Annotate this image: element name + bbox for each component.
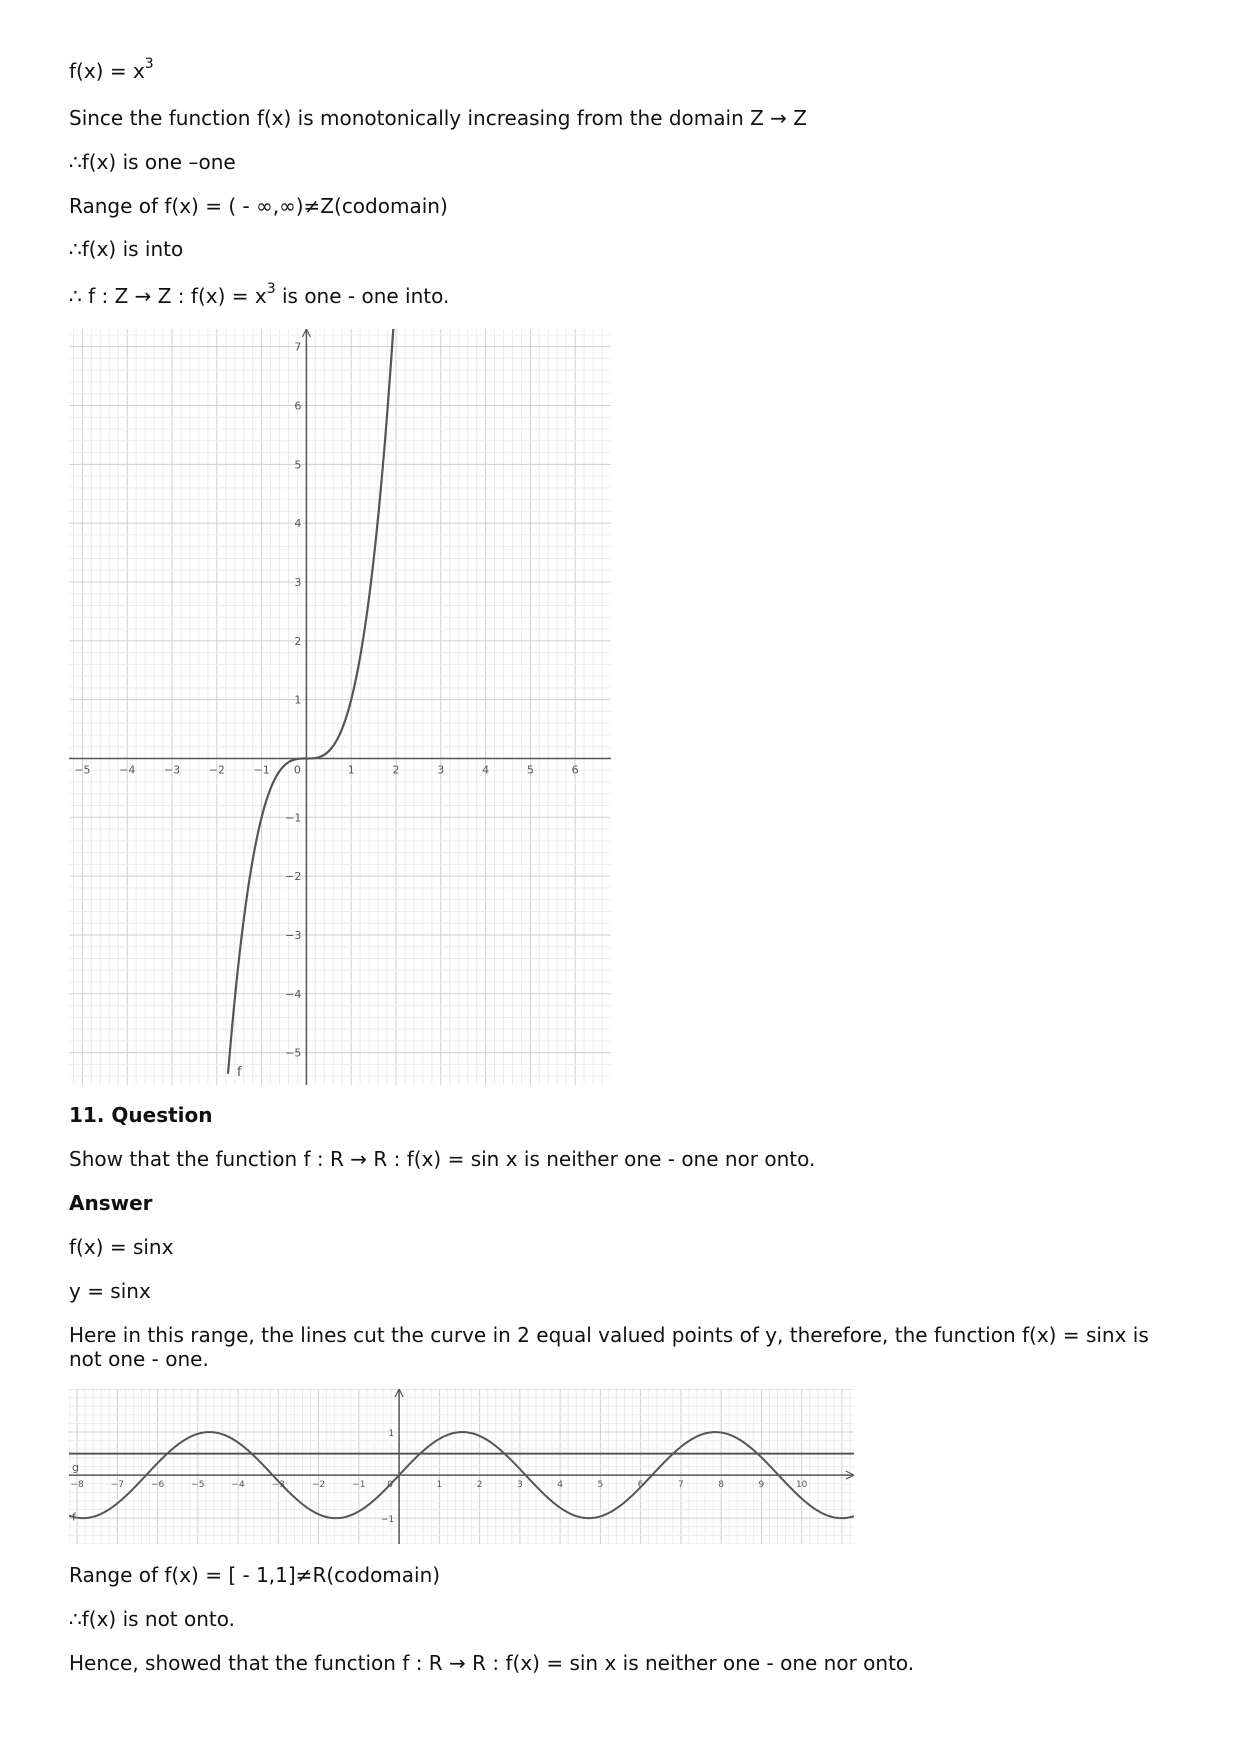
hence-statement: Hence, showed that the function f : R → R : f(x) = sin x is neither one - one nor onto. (69, 1651, 915, 1675)
cubic-graph (69, 329, 611, 1085)
x-tick-label: 10 (795, 1480, 808, 1491)
question-text: Show that the function f : R → R : f(x) = sin x is neither one - one nor onto. (69, 1147, 816, 1171)
into-statement: ∴f(x) is into (69, 237, 184, 261)
x-tick-label: 4 (557, 1480, 563, 1491)
x-tick-label: 0 (387, 1480, 393, 1491)
x-tick-label: −4 (231, 1480, 245, 1491)
x-tick-label: −1 (253, 763, 270, 777)
sin-y: y = sinx (69, 1279, 151, 1303)
series-label-f: f (72, 1510, 76, 1524)
x-tick-label: −4 (119, 763, 136, 777)
range-statement: Range of f(x) = ( - ∞,∞)≠Z(codomain) (69, 194, 448, 218)
series-label-g: g (72, 1460, 79, 1474)
y-tick-label: −2 (285, 870, 302, 884)
x-tick-label: −3 (271, 1480, 285, 1491)
y-tick-label: −4 (285, 987, 302, 1001)
y-tick-label: 5 (294, 458, 302, 472)
x-tick-label: 3 (437, 763, 445, 777)
answer-label: Answer (69, 1191, 153, 1215)
y-tick-label: 1 (294, 693, 302, 707)
explanation-text: Here in this range, the lines cut the curve in 2 equal valued points of y, therefore, the function f(x) = sinx is not one - one. (69, 1323, 1149, 1371)
x-tick-label: −6 (150, 1480, 165, 1491)
y-tick-label: 7 (294, 340, 302, 354)
not-onto-statement: ∴f(x) is not onto. (69, 1607, 236, 1631)
x-tick-label: 8 (718, 1480, 725, 1491)
sine-graph (69, 1389, 854, 1544)
x-tick-label: 7 (678, 1480, 684, 1491)
y-tick-label: 3 (294, 575, 302, 589)
x-tick-label: 5 (597, 1480, 604, 1491)
question-heading: 11. Question (69, 1103, 213, 1127)
x-tick-label: 2 (392, 763, 400, 777)
x-tick-label: 6 (571, 763, 579, 777)
conclusion-statement: ∴ f : Z → Z : $f(x) = x^3$ is one - one into. (69, 281, 450, 308)
y-tick-label: −1 (380, 1515, 395, 1526)
y-tick-label: 4 (294, 517, 302, 531)
fx-definition: $f(x) = x^3$ (69, 56, 154, 83)
x-tick-label: 6 (637, 1480, 644, 1491)
x-tick-label: −8 (70, 1480, 84, 1491)
x-tick-label: 1 (436, 1480, 443, 1491)
x-tick-label: 4 (482, 763, 490, 777)
x-tick-label: 1 (347, 763, 355, 777)
x-tick-label: −7 (110, 1480, 124, 1491)
series-label-f: f (236, 1065, 242, 1081)
x-tick-label: 2 (476, 1480, 483, 1491)
y-tick-label: −1 (285, 811, 302, 825)
y-tick-label: −5 (285, 1046, 302, 1060)
x-tick-label: −1 (352, 1480, 366, 1491)
x-tick-label: 0 (293, 763, 301, 777)
monotonic-statement: Since the function f(x) is monotonically increasing from the domain Z → Z (69, 106, 807, 130)
x-tick-label: 9 (758, 1480, 765, 1491)
y-tick-label: −3 (285, 928, 302, 942)
x-tick-label: 3 (517, 1480, 523, 1491)
x-tick-label: −3 (163, 763, 181, 777)
sin-range-statement: Range of f(x) = [ - 1,1]≠R(codomain) (69, 1563, 441, 1587)
x-tick-label: −5 (74, 763, 91, 777)
y-tick-label: 2 (294, 634, 302, 648)
x-tick-label: −2 (311, 1480, 326, 1491)
y-tick-label: 1 (388, 1429, 395, 1440)
x-tick-label: −5 (191, 1480, 205, 1491)
y-tick-label: 6 (294, 399, 302, 413)
x-tick-label: −2 (208, 763, 225, 777)
sin-fx: f(x) = sinx (69, 1235, 174, 1259)
x-tick-label: 5 (526, 763, 534, 777)
one-one-statement: ∴f(x) is one –one (69, 150, 236, 174)
